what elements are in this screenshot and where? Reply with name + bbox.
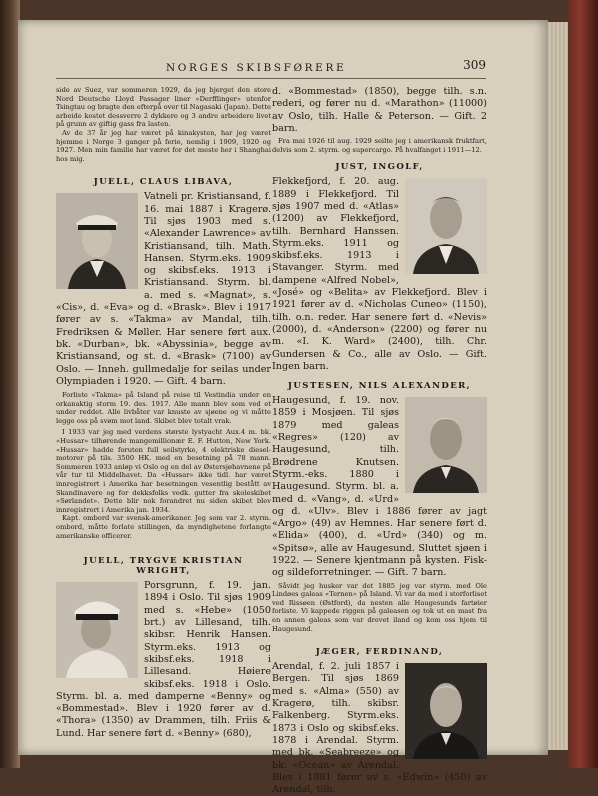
book-cover-edge: [568, 0, 598, 768]
entry-note-juell-claus: Kapt. ombord var svensk-amerikaner. Jeg som var 2. styrm. ombord, måtte forlate stillingen, da myndighetene forlangte amerikanske officerer.: [56, 514, 271, 540]
left-column: [56, 86, 271, 740]
portrait-juell-claus: [56, 193, 138, 289]
portrait-jaeger: [405, 663, 487, 759]
page-stack-edges: [546, 22, 568, 750]
portrait-just: [405, 178, 487, 274]
entry-note-justesen: Såvidt jeg husker var det 1885 jeg var styrm. med Ole Lindøes galeas «Ternen» på Island. Vi var da med i storforliset ved Rissøen (Østford), da nesten alle Haugesunds fartøier forliste. Vi kappede riggen på galeasen og tok ut en mast fra en annen galeas som var drevet iland og kom oss hjem til Haugesund.: [272, 581, 487, 633]
portrait-photo: [405, 178, 487, 274]
intro-paragraph: side av Suez, var sommeren 1929, da jeg bjerget den store Nord Deutsche Lloyd Passager liner «Derfflinger» utenfor Tsingtau og bragte den efterpå over til Nagasaki (Japan). Dette arbeide kostet dessverre 2 dykkere og 3 andre arbeidere livet på grunn av giftig gass fra lasten.: [56, 86, 271, 129]
entry-bio-juell-claus: Vatneli pr. Kristiansand, f. 16. mai 1887 i Kragerø. Til sjøs 1903 med s. «Alexander Lawrence» av Kristiansand, tilh. Math. Hansen. Styrm.eks. 1909 og skibsf.eks. 1913 i Kristiansand. Styrm. bl. a. med s. «Magnat», s. «Cis», d. «Eva» og d. «Brask». Blev i 1917 fører av s. «Takma» av Mandal, tilh. Fredriksen & Møller. Har senere ført aux. bk. «Durban», bk. «Abyssinia», begge av Kristiansand, og st. d. «Brask» (7100) av Oslo. — Inneh. gullmedalje for seilas under Olympiaden i 1920. — Gift. 4 barn.: [56, 191, 271, 387]
portrait-photo: [56, 193, 138, 289]
page-number: 309: [463, 58, 486, 72]
right-column: [272, 86, 487, 796]
entry-name-justesen: JUSTESEN, NILS ALEXANDER,: [287, 381, 472, 392]
entry-bio-justesen: Haugesund, f. 19. nov. 1859 i Mosjøen. Til sjøs 1879 med galeas «Regres» (120) av Haugesund, tilh. Brødrene Knutsen. Styrm.-eks. 1880 i Haugesund. Styrm. bl. a. med d. «Vang», d. «Urd» og d. «Ulv». Blev i 1886 fører av jagt «Argo» (49) av Hemnes. Har senere ført d. «Elida» (400), d. «Urd» (340) og m. «Spitsø», alle av Haugesund. Sluttet sjøen i 1922. — Senere kjentmann på kysten. Fisk- og sildeforretninger. — Gift. 7 barn.: [272, 395, 487, 579]
entry-bio-jaeger: Arendal, f. 2. juli 1857 i Bergen. Til sjøs 1869 med s. «Alma» (550) av Kragerø, tilh. skibsr. Falkenberg. Styrm.eks. 1873 i Oslo og skibsf.eks. 1878 i Arendal. Styrm. med bk. «Seabreeze» og bk. «Ocean» av Arendal. Blev i 1881 fører av s. «Edwin» (450) av Arendal, tilh.: [272, 661, 487, 796]
header-rule: [56, 78, 486, 79]
entry-name-jaeger: JÆGER, FERDINAND,: [315, 647, 444, 658]
portrait-photo: [405, 663, 487, 759]
entry-bio-continuation: d. «Bommestad» (1850), begge tilh. s.n. rederi, og fører nu d. «Marathon» (11000) av Oslo, tilh. Halle & Peterson. — Gift. 2 barn.: [272, 86, 487, 134]
entry-note-continuation: Fra mai 1926 til aug. 1929 seilte jeg i amerikansk fruktfart, delvis som 2. styrm. og supercargo. På hvalfanget i 1911—12.: [272, 137, 487, 154]
entry-name-juell-trygve: JUELL, TRYGVE KRISTIAN WRIGHT,: [83, 556, 244, 577]
portrait-justesen: [405, 397, 487, 493]
running-title: NORGES SKIBSFØRERE: [166, 62, 347, 74]
portrait-photo: [56, 582, 138, 678]
entry-bio-just: Flekkefjord, f. 20. aug. 1889 i Flekkefjord. Til sjøs 1907 med d. «Atlas» (1200) av Flekkefjord, tilh. Bernhard Hanssen. Styrm.eks. 1911 og skibsf.eks. 1913 i Stavanger. Styrm. med dampene «Alfred Nobel», «José» og «Belita» av Flekkefjord. Blev i 1921 fører av d. «Nicholas Cuneo» (1150), tilh. o.n. reder. Har senere ført d. «Nevis» (2000), d. «Anderson» (2200) og fører nu m. «I. K. Ward» (2400), tilh. Chr. Gundersen & Co., alle av Oslo. — Gift. Ingen barn.: [272, 176, 487, 372]
portrait-photo: [405, 397, 487, 493]
entry-bio-juell-trygve: Porsgrunn, f. 19. jan. 1894 i Oslo. Til sjøs 1909 med s. «Hebe» (1050 brt.) av Lillesand, tilh. skibsr. Henrik Hansen. Styrm.eks. 1913 og skibsf.eks. 1918 i Lillesand. Høiere skibsf.eks. 1918 i Oslo. Styrm. bl. a. med damperne «Benny» og «Bommestad». Blev i 1920 fører av d. «Thora» (1350) av Drammen, tilh. Friis & Lund. Har senere ført d. «Benny» (680),: [56, 580, 271, 739]
page-header: [56, 56, 486, 76]
portrait-juell-trygve: [56, 582, 138, 678]
book-spine-shadow: [0, 0, 20, 768]
entry-note-juell-claus: Forliste «Takma» på Island på reise til Vestindia under en orkanaktig storm 19. des. 1917. Alle mann blev som ved et under reddet. Alle livbåter var knuste av sjøene og vi måtte legge oss på svøm mot land. Skibet blev totalt vrak.: [56, 391, 271, 425]
entry-note-juell-claus: I 1933 var jeg med verdens største lystyacht Aux.4 m. bk. «Hussar» tilhørende mangemillionær E. F. Hutton, New York. «Hussar» hadde foruten full seilstyrke, 4 elektriske diesel-motorer på tils. 3500 HK. med en besetning på 78 mann. Sommeren 1933 anløp vi Oslo og en del av Østersjøhavnene på vår tur til Middelhavet. Da «Hussar» ikke tidl. har været innregistrert i Amerika har besetningen vesentlig bestått av Skandinavere og for dekksfolks vedk. gutter fra skoleskibet «Sørlandet». Dette blir nok forandret nu siden skibet blev innregistrert i Amerika jan. 1934.: [56, 428, 271, 514]
entry-name-juell-claus: JUELL, CLAUS LIBAVA,: [93, 177, 234, 188]
intro-paragraph: Av de 37 år jeg har været på kinakysten, har jeg været hjemme i Norge 3 ganger på ferie, nemlig i 1909, 1920 og 1927. Men min familie har været for det meste her i Shanghai hos mig.: [56, 128, 271, 163]
entry-name-just: JUST, INGOLF,: [335, 162, 424, 173]
